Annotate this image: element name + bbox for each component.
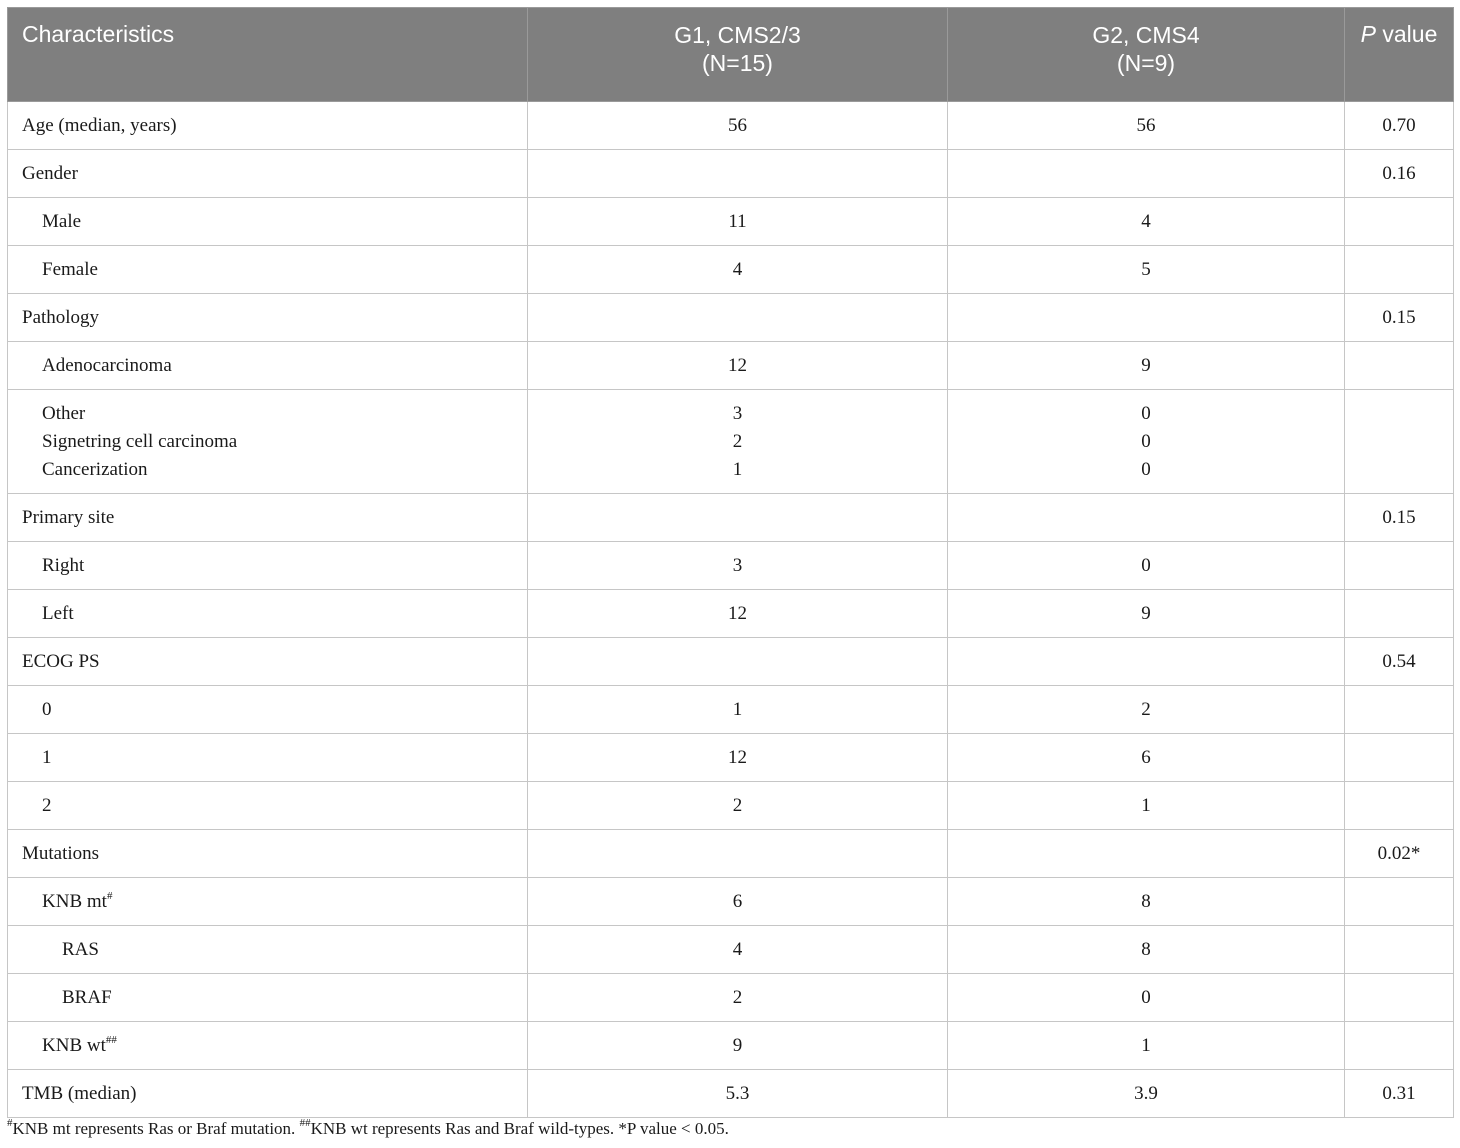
header-p-value: P value [1345, 8, 1454, 102]
other-label: Other [42, 402, 86, 424]
table-row [8, 390, 1454, 494]
g1-value: 4 [528, 926, 948, 974]
row-label: ECOG PS [8, 638, 528, 686]
g2-value: 9 [948, 342, 1345, 390]
g2-value: 3.9 [948, 1070, 1345, 1118]
p-value [1345, 782, 1454, 830]
table-row [8, 150, 1454, 198]
row-label: Primary site [8, 494, 528, 542]
g2-value: 1 [948, 1022, 1345, 1070]
table-row [8, 294, 1454, 342]
p-value [1345, 1022, 1454, 1070]
table-header [8, 8, 1454, 102]
p-value: 0.54 [1345, 638, 1454, 686]
row-label: RAS [8, 926, 528, 974]
row-label: Right [8, 542, 528, 590]
g1-value: 3 2 1 [528, 390, 948, 494]
g1-value: 6 [528, 878, 948, 926]
row-label: Left [8, 590, 528, 638]
g2-value [948, 494, 1345, 542]
g2-value: 4 [948, 198, 1345, 246]
g2-value: 0 0 0 [948, 390, 1345, 494]
row-label [8, 390, 528, 494]
g1-value: 12 [528, 342, 948, 390]
p-value: 0.02* [1345, 830, 1454, 878]
g2-value: 9 [948, 590, 1345, 638]
g1-value: 11 [528, 198, 948, 246]
table-row [8, 734, 1454, 782]
g2-value: 2 [948, 686, 1345, 734]
g1-value: 3 [528, 542, 948, 590]
table-row [8, 638, 1454, 686]
p-value: 0.31 [1345, 1070, 1454, 1118]
g2-value [948, 294, 1345, 342]
g2-value: 0 [948, 542, 1345, 590]
table-row [8, 830, 1454, 878]
g2-value: 5 [948, 246, 1345, 294]
g1-value: 56 [528, 102, 948, 150]
g1-value [528, 150, 948, 198]
p-value [1345, 974, 1454, 1022]
table-row [8, 686, 1454, 734]
footnote-marker: # [106, 889, 113, 902]
g1-value [528, 638, 948, 686]
g1-value: 2 [528, 782, 948, 830]
row-label: Adenocarcinoma [8, 342, 528, 390]
table-row [8, 974, 1454, 1022]
footnote-marker: ## [105, 1033, 117, 1046]
g1-value: 9 [528, 1022, 948, 1070]
g1-value [528, 830, 948, 878]
g2-value: 1 [948, 782, 1345, 830]
row-label: 2 [8, 782, 528, 830]
g2-value: 6 [948, 734, 1345, 782]
row-label: KNB mt# [8, 878, 528, 926]
p-value [1345, 686, 1454, 734]
signet-label: Signetring cell carcinoma [42, 430, 238, 452]
row-label: Gender [8, 150, 528, 198]
table-row [8, 926, 1454, 974]
table-row [8, 494, 1454, 542]
p-value [1345, 198, 1454, 246]
g2-value [948, 830, 1345, 878]
p-value: 0.70 [1345, 102, 1454, 150]
header-g1: G1, CMS2/3 (N=15) [528, 8, 948, 102]
characteristics-table [7, 7, 1454, 1118]
table-row [8, 198, 1454, 246]
table-row [8, 782, 1454, 830]
table-footnote: #KNB mt represents Ras or Braf mutation. ##KNB wt represents Ras and Braf wild-types. *P value < 0.05. [7, 1117, 729, 1138]
p-value [1345, 926, 1454, 974]
p-value [1345, 878, 1454, 926]
g1-value: 4 [528, 246, 948, 294]
row-label: Age (median, years) [8, 102, 528, 150]
table-row [8, 590, 1454, 638]
table-row [8, 878, 1454, 926]
table-row [8, 1070, 1454, 1118]
g2-value [948, 150, 1345, 198]
row-label: BRAF [8, 974, 528, 1022]
p-value [1345, 342, 1454, 390]
table-row [8, 246, 1454, 294]
p-value [1345, 246, 1454, 294]
p-value: 0.15 [1345, 494, 1454, 542]
g2-value: 8 [948, 878, 1345, 926]
g1-value: 2 [528, 974, 948, 1022]
p-value [1345, 590, 1454, 638]
row-label: 0 [8, 686, 528, 734]
g1-value: 5.3 [528, 1070, 948, 1118]
row-label: Mutations [8, 830, 528, 878]
p-value: 0.15 [1345, 294, 1454, 342]
table-row [8, 102, 1454, 150]
g1-value [528, 494, 948, 542]
g2-value: 56 [948, 102, 1345, 150]
g2-value [948, 638, 1345, 686]
p-value [1345, 390, 1454, 494]
g1-value: 12 [528, 734, 948, 782]
g2-value: 8 [948, 926, 1345, 974]
row-label: TMB (median) [8, 1070, 528, 1118]
g1-value [528, 294, 948, 342]
g2-value: 0 [948, 974, 1345, 1022]
p-value: 0.16 [1345, 150, 1454, 198]
header-g2: G2, CMS4 (N=9) [948, 8, 1345, 102]
table-row [8, 542, 1454, 590]
g1-value: 12 [528, 590, 948, 638]
p-value [1345, 734, 1454, 782]
row-label: KNB wt## [8, 1022, 528, 1070]
row-label: Male [8, 198, 528, 246]
row-label: Pathology [8, 294, 528, 342]
row-label: Female [8, 246, 528, 294]
row-label: 1 [8, 734, 528, 782]
g1-value: 1 [528, 686, 948, 734]
p-value [1345, 542, 1454, 590]
cancerization-label: Cancerization [42, 458, 148, 480]
table-row [8, 342, 1454, 390]
header-characteristics: Characteristics [8, 8, 528, 102]
table-row [8, 1022, 1454, 1070]
